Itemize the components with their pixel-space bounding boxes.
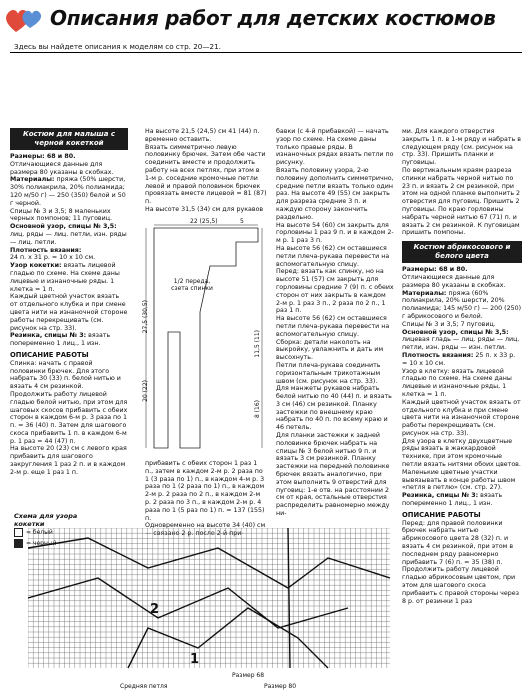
legend-white-label: = белый (26, 529, 53, 536)
gauge-text: 24 п. х 31 р. = 10 х 10 см. (10, 254, 96, 262)
col3-text-9: Для манжеты рукавов набрать белой нитью по 40 (44) п. и вязать 3 см (46) см резинкой. Планку застежки по внешнему краю набрать по 40 п. по всему краю и 46 петель. (276, 385, 392, 432)
column-4 (402, 128, 522, 605)
rib-label-2: Резинка, спицы № 3: (402, 492, 479, 500)
intarsia-text: Каждый цветной участок вязать от отдельного клубка и при смене цвета нити на изнаночной стороне работы перекрещивать (см. рисунок на стр. 33). (10, 293, 128, 332)
col3-text-4: На высоте 56 (62) см оставшиеся петли плеча-рукава перевести на вспомогательную спицу. (276, 244, 390, 268)
main-pattern-label: Основной узор, спицы № 3,5: (10, 223, 117, 231)
col2-text-2: Вязать симметрично левую половинку брючек. Затем обе части соединить вместе и продолжить работу на всех петлях, при этом в 1-м р. соседние кромочные петли левой и правой половинок брючек провязать вместе лицевой = 81 (87) п. (145, 143, 267, 206)
garment-schematic-diagram (140, 222, 268, 460)
section-banner-apricot: Костюм абрикосового и белого цвета (402, 241, 522, 263)
page-subtitle: Здесь вы найдете описания к моделям со стр. 20—21. (14, 42, 221, 51)
gauge-label: Плотность вязания: (10, 246, 82, 254)
half-front-label: 1/2 переда, сзета спинки (171, 278, 213, 292)
chart-pattern-outline (28, 538, 390, 588)
knitting-chart-grid (28, 528, 390, 686)
dim-width-label: 22 (25,5) (190, 218, 218, 225)
sizes-note: Отличающиеся данные для размера 80 указаны в скобках. (10, 160, 114, 176)
yoke-pattern-label: Узор кокетки: (10, 262, 62, 270)
col3-text-6: На высоте 56 (62) см оставшиеся петли плеча-рукава перевести на вспомогательную спицу. (276, 315, 390, 338)
chart-zone-2-label: 2 (150, 602, 160, 617)
column-2 (145, 128, 267, 214)
col3-text-3: На высоте 54 (60) см закрыть для горловины 1 раз 9 п. и в каждом 2-м р. 1 раз 3 п. (276, 221, 394, 245)
col2-text-1: На высоте 21,5 (24,5) см 41 (44) п. временно оставить. (145, 128, 260, 143)
check-pattern-text: Узор в клетку: вязать лицевой гладью по схеме. На схеме даны лицевые и изнаночные ряды, 1 клетка = 1 п. (402, 367, 512, 398)
dim-height-1: 27,5 (30,5) (142, 300, 149, 334)
col3-text-10: Для планки застежки к задней половинке брючек набрать на спицы № 3 белой нитью 9 п. и вязать 3 см резинкой. Планку застежки на передней половинке брючек вязать аналогично, при этом выполнить 9 отверстий для пуговиц: 1-е отв. на расстоянии 2 см от края, остальные отверстия распределить равномерно между ни- (276, 432, 390, 518)
col2-text-3: На высоте 31,5 (34) см для рукавов (145, 205, 264, 213)
col3-text-1: бавки (с 4-й прибавкой) — начать узор по схеме. На схеме даны только правые ряды. В изнаночных рядах вязать петли по рисунку. (276, 128, 394, 167)
column-3 (276, 128, 394, 518)
sizes-text: Размеры: 68 и 80. (10, 153, 76, 160)
back-text: Спинка: начать с правой половинки брючек. Для этого набрать 30 (33) п. белой нитью и вязать 4 см резинкой. (10, 359, 121, 391)
dim-height-3: 11,5 (11) (254, 330, 261, 358)
dim-sleeve-label: 5 (240, 218, 244, 225)
work-description-title: ОПИСАНИЕ РАБОТЫ (10, 350, 89, 359)
col3-text-7: Сборка: детали наколоть на выкройку, увлажнить и дать им высохнуть. (276, 338, 384, 362)
materials-text: пряжа (50% шерсти, 30% полиакрила, 20% полиамида; 120 м/50 г) — 250 (350) белой и 50 г черной. (10, 176, 126, 207)
col3-text-2: Вязать половину узора, 2-ю половину дополнить симметрично, средние петли вязать только один раз. На высоте 49 (55) см закрыть для разреза средние 3 п. и каждую сторону закончить раздельно. (276, 166, 394, 221)
hearts-logo-icon (4, 2, 46, 38)
chart-pattern-outline (28, 578, 348, 628)
legend-black-label: = черный (26, 540, 57, 547)
col2-text-4: прибавить с обеих сторон 1 раз 1 п., затем в каждом 2-м р. 2 раза по 1 (3 раза по 1) п., в каждом 4-м р. 3 раза по 1 (2 раза по 1) п., в каждом 2-м р. 2 раза по 2 п., в каждом 2-м р. 2 раза по 3 п., в каждом 2-м р. 4 раза по 1 (5 раз по 1) п. = 137 (155) п. (145, 460, 265, 522)
main-pattern-label-2: Основной узор, спицы № 3,5: (402, 328, 509, 336)
legend-black-swatch (14, 539, 23, 548)
materials-label-2: Материалы: (402, 289, 447, 297)
check-technique-text: Для узора в клетку двухцветные ряды вязать в жаккардовой технике, при этом кромочные петли вязать нитями обоих цветов. Маленькие цветные участки вывязывать в конце работы швом «петля в петлю» (см. стр. 27). (402, 437, 521, 492)
dim-height-4: 8 (16) (254, 400, 261, 419)
legend-white-swatch (14, 528, 23, 537)
materials-label: Материалы: (10, 176, 55, 184)
main-pattern-text-2: лицевая гладь — лиц. ряды — лиц. петли, изн. ряды — изн. петли. (402, 336, 520, 352)
column-2-lower (145, 460, 267, 538)
rib-text-2: вязать попеременно 1 лиц., 1 изн. (402, 492, 503, 508)
page-title: Описания работ для детских костюмов (50, 6, 496, 30)
section-banner-black-yoke: Костюм для малыша с черной кокеткой (10, 128, 128, 150)
intarsia-text-2: Каждый цветной участок вязать от отдельного клубка и при смене цвета нити на изнаночной стороне работы перекрещивать (см. рисунок на стр. 33). (402, 398, 521, 437)
dim-height-2: 20 (22) (142, 380, 149, 402)
col4-text-1: ми. Для каждого отверстия закрыть 1 п. в 1-м ряду и набрать в следующем ряду (см. рисунок на стр. 33). Пришить планки и пуговицы. (402, 128, 521, 167)
col3-text-8: Петли плеча-рукава соединить горизонтальным трикотажным швом (см. рисунок на стр. 33). (276, 361, 381, 385)
col3-text-5: Перед: вязать как спинку, но на высоте 51 (57) см закрыть для горловины средние 7 (9) п. с обеих сторон от них закрыть в каждом 2-м р. 1 раз 3 п., 2 раза по 2 п., 1 раз 1 п. (276, 268, 394, 315)
column-1 (10, 128, 128, 477)
materials-text-2: пряжа (60% полиакрила, 20% шерсти, 20% полиамида; 145 м/50 г) — 200 (250) г абрикосового и белой. (402, 289, 522, 320)
rib-label: Резинка, спицы № 3: (10, 332, 87, 340)
chart-size-80-label: Размер 80 (264, 683, 297, 690)
sizes-note-2: Отличающиеся данные для размера 80 указаны в скобках. (402, 273, 506, 289)
gauge-label-2: Плотность вязания: (402, 351, 474, 359)
yoke-pattern-text: вязать лицевой гладью по схеме. На схеме даны лицевые и изнаночные ряды. 1 клетка = 1 п. (10, 262, 120, 293)
scheme-title: Схема для узора кокетки (14, 512, 78, 528)
col4-text-2: По вертикальным краям разреза спинки набрать черной нитью по 23 п. и вязать 2 см резинкой, при этом на одной планке выполнить 2 отверстия для пуговиц. Пришить 2 пуговицы. По краю горловины набрать черной нитью 67 (71) п. и вязать 2 см резинкой. К пуговицам пришить помпоны. (402, 166, 521, 237)
sizes-text-2: Размеры: 68 и 80. (402, 266, 468, 274)
chart-zone-1-label: 1 (190, 652, 200, 667)
needles-text-2: Спицы № 3 и 3,5; 7 пуговиц. (402, 320, 496, 328)
chart-size-68-label: Размер 68 (232, 672, 265, 679)
chart-mid-stitch-label: Средняя петля (120, 683, 168, 690)
work-description-title-2: ОПИСАНИЕ РАБОТЫ (402, 510, 481, 519)
back-text-2: Продолжить работу лицевой гладью белой нитью, при этом для шаговых скосов прибавить с обеих сторон в каждом 6-м р. 3 раза по 1 п. = 36 (40) п. Затем для шагового скоса прибавить 1 п. в каждом 6-м р. 1 раз = 44 (47) п. (10, 390, 128, 445)
front-text-2: Продолжить работу лицевой гладью абрикосовым цветом, при этом для шагового скоса прибавить с правой стороны через 8 р. от резинки 1 раз (402, 566, 519, 605)
main-pattern-text: лиц. ряды — лиц. петли, изн. ряды — лиц. петли. (10, 230, 127, 246)
front-text: Перед: для правой половинки брючек набрать нитью абрикосового цвета 28 (32) п. и вязать 4 см резинкой, при этом в последнем ряду равномерно прибавить 7 (6) п. = 35 (38) п. (402, 519, 514, 566)
gauge-text-2: 25 п. х 33 р. = 10 х 10 см. (402, 351, 516, 367)
needles-text: Спицы № 3 и 3,5; 8 маленьких черных помпонов; 11 пуговиц. (10, 207, 113, 223)
rib-text: вязать попеременно 1 лиц., 1 изн. (10, 332, 111, 348)
schematic-outline (154, 228, 258, 448)
back-text-3: На высоте 20 (23) см с левого края прибавить для шагового закругления 1 раз 2 п. и в каждом 2-м р. еще 1 раз 1 п. (10, 445, 127, 476)
header-divider (10, 52, 522, 53)
col2-text-5: Одновременно на высоте 34 (40) см — связано 2 р. после 2-й при- (145, 522, 266, 538)
chart-pattern-outline (288, 528, 290, 668)
